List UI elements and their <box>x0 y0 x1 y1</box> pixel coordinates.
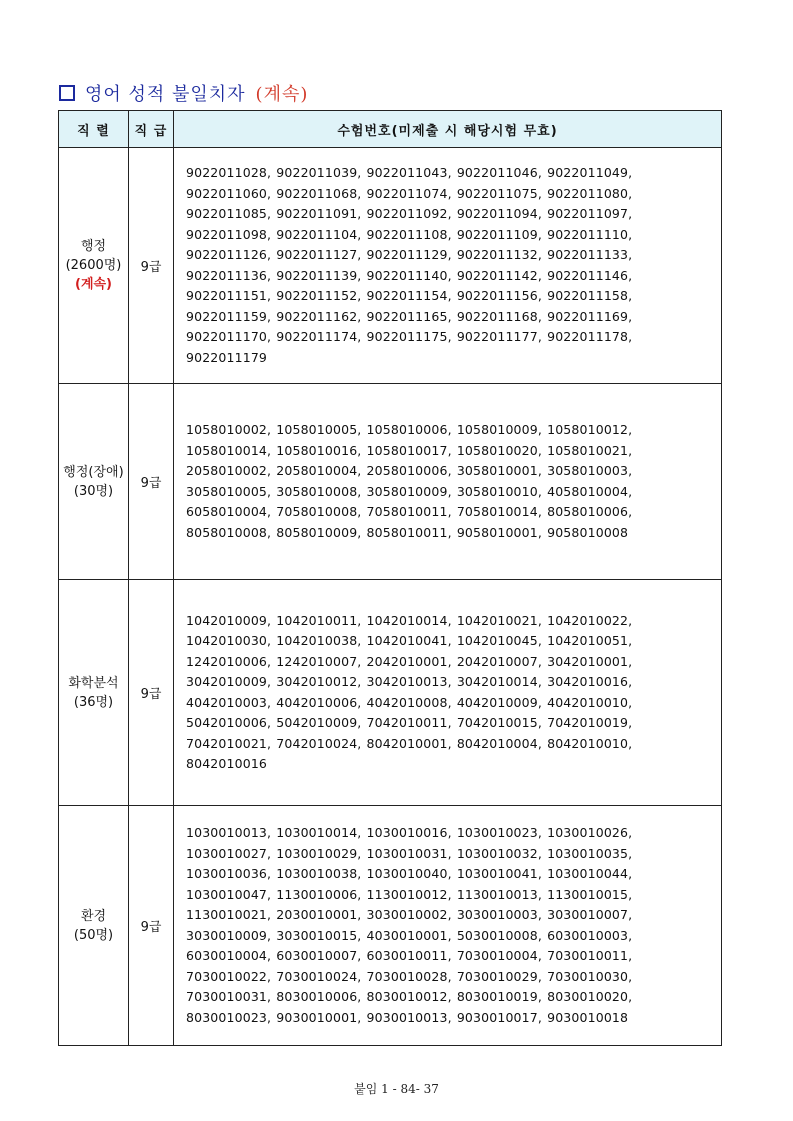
field-count: (30명) <box>73 483 114 499</box>
table-header-row <box>59 111 722 148</box>
numbers-cell: 1030010013, 1030010014, 1030010016, 1030010023, 1030010026, 1030010027, 1030010029, 1030010031, 1030010032, 1030010035, 1030010036, 1030010038, 1030010040, 1030010041, 1030010044, 1030010047, 1130010006, 1130010012, 1130010013, 1130010015, 1130010021, 2030010001, 3030010002, 3030010003, 3030010007, 3030010009, 3030010015, 4030010001, 5030010008, 6030010003, 6030010004, 6030010007, 6030010011, 7030010004, 7030010011, 7030010022, 7030010024, 7030010028, 7030010029, 7030010030, 7030010031, 8030010006, 8030010012, 8030010019, 8030010020, 8030010023, 9030010001, 9030010013, 9030010017, 9030010018 <box>174 806 722 1046</box>
table-row <box>59 148 722 384</box>
field-count: (36명) <box>73 694 114 710</box>
header-grade: 직 급 <box>129 111 174 148</box>
grade-cell: 9급 <box>129 148 174 384</box>
numbers-cell: 1058010002, 1058010005, 1058010006, 1058010009, 1058010012, 1058010014, 1058010016, 1058010017, 1058010020, 1058010021, 2058010002, 2058010004, 2058010006, 3058010001, 3058010003, 3058010005, 3058010008, 3058010009, 3058010010, 4058010004, 6058010004, 7058010008, 7058010011, 7058010014, 8058010006, 8058010008, 8058010009, 8058010011, 9058010001, 9058010008 <box>174 384 722 580</box>
exam-number-table <box>58 110 722 1046</box>
field-name: 행정(장애) <box>63 464 124 480</box>
numbers-cell: 1042010009, 1042010011, 1042010014, 1042010021, 1042010022, 1042010030, 1042010038, 1042010041, 1042010045, 1042010051, 1242010006, 1242010007, 2042010001, 2042010007, 3042010001, 3042010009, 3042010012, 3042010013, 3042010014, 3042010016, 4042010003, 4042010006, 4042010008, 4042010009, 4042010010, 5042010006, 5042010009, 7042010011, 7042010015, 7042010019, 7042010021, 7042010024, 8042010001, 8042010004, 8042010010, 8042010016 <box>174 580 722 806</box>
section-heading <box>59 80 308 106</box>
field-name: 화학분석 <box>68 675 119 691</box>
field-count: (2600명) <box>65 258 122 273</box>
field-name: 환경 <box>80 908 107 924</box>
header-numbers: 수험번호(미제출 시 해당시험 무효) <box>174 111 722 148</box>
grade-cell: 9급 <box>129 580 174 806</box>
field-cell <box>59 580 129 806</box>
page-label: 붙임 1 - 84- 37 <box>354 1082 439 1096</box>
table-row <box>59 580 722 806</box>
numbers-cell: 9022011028, 9022011039, 9022011043, 9022011046, 9022011049, 9022011060, 9022011068, 9022011074, 9022011075, 9022011080, 9022011085, 9022011091, 9022011092, 9022011094, 9022011097, 9022011098, 9022011104, 9022011108, 9022011109, 9022011110, 9022011126, 9022011127, 9022011129, 9022011132, 9022011133, 9022011136, 9022011139, 9022011140, 9022011142, 9022011146, 9022011151, 9022011152, 9022011154, 9022011156, 9022011158, 9022011159, 9022011162, 9022011165, 9022011168, 9022011169, 9022011170, 9022011174, 9022011175, 9022011177, 9022011178, 9022011179 <box>174 148 722 384</box>
field-note: (계속) <box>75 277 112 292</box>
table-row <box>59 806 722 1046</box>
field-cell <box>59 384 129 580</box>
field-count: (50명) <box>73 927 114 943</box>
field-name: 행정 <box>80 239 107 254</box>
field-cell <box>59 148 129 384</box>
grade-cell: 9급 <box>129 384 174 580</box>
table-row <box>59 384 722 580</box>
continued-label: (계속) <box>255 84 309 105</box>
checkbox-square-icon <box>59 85 75 101</box>
field-cell <box>59 806 129 1046</box>
header-field: 직 렬 <box>59 111 129 148</box>
grade-cell: 9급 <box>129 806 174 1046</box>
section-title: 영어 성적 불일치자 <box>85 84 246 105</box>
